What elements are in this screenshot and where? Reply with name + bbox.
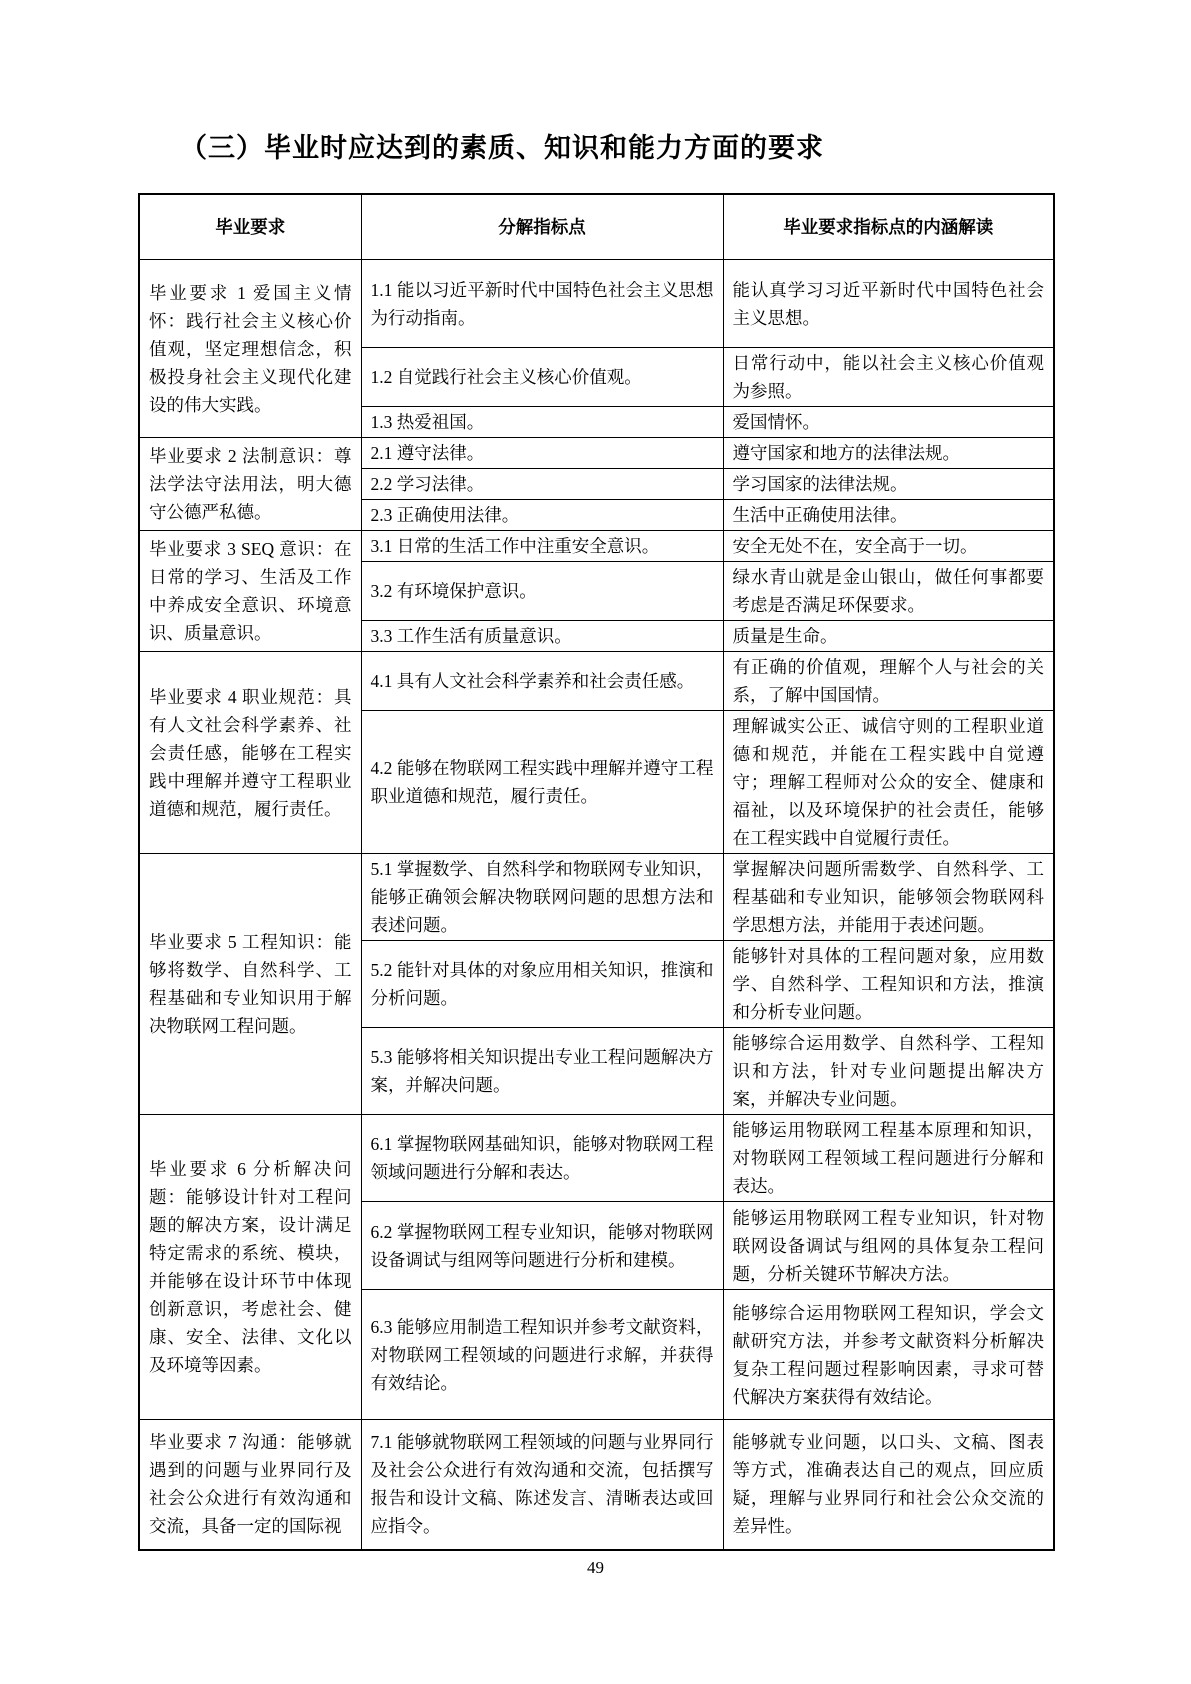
interpretation-cell: 生活中正确使用法律。	[723, 500, 1054, 531]
interpretation-cell: 爱国情怀。	[723, 407, 1054, 438]
indicator-point-cell: 6.1 掌握物联网基础知识，能够对物联网工程领域问题进行分解和表达。	[361, 1115, 723, 1202]
interpretation-cell: 学习国家的法律法规。	[723, 469, 1054, 500]
interpretation-cell: 掌握解决问题所需数学、自然科学、工程基础和专业知识，能够领会物联网科学思想方法，并能用于表述问题。	[723, 854, 1054, 941]
interpretation-cell: 绿水青山就是金山银山，做任何事都要考虑是否满足环保要求。	[723, 562, 1054, 621]
interpretation-cell: 理解诚实公正、诚信守则的工程职业道德和规范，并能在工程实践中自觉遵守；理解工程师对公众的安全、健康和福祉，以及环境保护的社会责任，能够在工程实践中自觉履行责任。	[723, 711, 1054, 854]
interpretation-cell: 有正确的价值观，理解个人与社会的关系，了解中国国情。	[723, 652, 1054, 711]
requirement-cell: 毕业要求 6 分析解决问题：能够设计针对工程问题的解决方案，设计满足特定需求的系统、模块，并能够在设计环节中体现创新意识，考虑社会、健康、安全、法律、文化以及环境等因素。	[139, 1115, 361, 1420]
indicator-point-cell: 3.3 工作生活有质量意识。	[361, 621, 723, 652]
interpretation-cell: 能够运用物联网工程基本原理和知识，对物联网工程领域工程问题进行分解和表达。	[723, 1115, 1054, 1202]
indicator-point-cell: 5.2 能针对具体的对象应用相关知识，推演和分析问题。	[361, 941, 723, 1028]
table-row	[139, 531, 1054, 562]
requirement-cell: 毕业要求 2 法制意识：尊法学法守法用法，明大德守公德严私德。	[139, 438, 361, 531]
indicator-point-cell: 1.2 自觉践行社会主义核心价值观。	[361, 348, 723, 407]
requirement-cell: 毕业要求 5 工程知识：能够将数学、自然科学、工程基础和专业知识用于解决物联网工程问题。	[139, 854, 361, 1115]
indicator-point-cell: 5.1 掌握数学、自然科学和物联网专业知识，能够正确领会解决物联网问题的思想方法和表述问题。	[361, 854, 723, 941]
indicator-point-cell: 6.2 掌握物联网工程专业知识，能够对物联网设备调试与组网等问题进行分析和建模。	[361, 1202, 723, 1290]
table-row	[139, 854, 1054, 941]
indicator-point-cell: 6.3 能够应用制造工程知识并参考文献资料，对物联网工程领域的问题进行求解，并获得有效结论。	[361, 1290, 723, 1420]
interpretation-cell: 安全无处不在，安全高于一切。	[723, 531, 1054, 562]
table-row	[139, 260, 1054, 348]
indicator-point-cell: 3.1 日常的生活工作中注重安全意识。	[361, 531, 723, 562]
column-header-requirement: 毕业要求	[139, 194, 361, 260]
column-header-interpretation: 毕业要求指标点的内涵解读	[723, 194, 1054, 260]
table-row	[139, 438, 1054, 469]
table-row	[139, 1420, 1054, 1550]
interpretation-cell: 能够综合运用物联网工程知识，学会文献研究方法，并参考文献资料分析解决复杂工程问题过程影响因素，寻求可替代解决方案获得有效结论。	[723, 1290, 1054, 1420]
indicator-point-cell: 1.1 能以习近平新时代中国特色社会主义思想为行动指南。	[361, 260, 723, 348]
requirement-cell: 毕业要求 4 职业规范：具有人文社会科学素养、社会责任感，能够在工程实践中理解并遵守工程职业道德和规范，履行责任。	[139, 652, 361, 854]
indicator-point-cell: 4.1 具有人文社会科学素养和社会责任感。	[361, 652, 723, 711]
indicator-point-cell: 3.2 有环境保护意识。	[361, 562, 723, 621]
requirement-cell: 毕业要求 3 SEQ 意识：在日常的学习、生活及工作中养成安全意识、环境意识、质量意识。	[139, 531, 361, 652]
requirement-cell: 毕业要求 1 爱国主义情怀：践行社会主义核心价值观，坚定理想信念，积极投身社会主义现代化建设的伟大实践。	[139, 260, 361, 438]
page-number: 49	[587, 1558, 604, 1577]
table-row	[139, 652, 1054, 711]
column-header-indicator: 分解指标点	[361, 194, 723, 260]
requirements-table	[138, 193, 1055, 1551]
interpretation-cell: 能够针对具体的工程问题对象，应用数学、自然科学、工程知识和方法，推演和分析专业问题。	[723, 941, 1054, 1028]
indicator-point-cell: 4.2 能够在物联网工程实践中理解并遵守工程职业道德和规范，履行责任。	[361, 711, 723, 854]
table-header-row	[139, 194, 1054, 260]
table-row	[139, 1115, 1054, 1202]
page-title: （三）毕业时应达到的素质、知识和能力方面的要求	[180, 133, 824, 163]
indicator-point-cell: 2.2 学习法律。	[361, 469, 723, 500]
interpretation-cell: 质量是生命。	[723, 621, 1054, 652]
interpretation-cell: 能够运用物联网工程专业知识，针对物联网设备调试与组网的具体复杂工程问题，分析关键环节解决方法。	[723, 1202, 1054, 1290]
indicator-point-cell: 2.1 遵守法律。	[361, 438, 723, 469]
indicator-point-cell: 1.3 热爱祖国。	[361, 407, 723, 438]
indicator-point-cell: 2.3 正确使用法律。	[361, 500, 723, 531]
indicator-point-cell: 5.3 能够将相关知识提出专业工程问题解决方案，并解决问题。	[361, 1028, 723, 1115]
indicator-point-cell: 7.1 能够就物联网工程领域的问题与业界同行及社会公众进行有效沟通和交流，包括撰写报告和设计文稿、陈述发言、清晰表达或回应指令。	[361, 1420, 723, 1550]
requirement-cell: 毕业要求 7 沟通：能够就遇到的问题与业界同行及社会公众进行有效沟通和交流，具备一定的国际视	[139, 1420, 361, 1550]
interpretation-cell: 能够就专业问题，以口头、文稿、图表等方式，准确表达自己的观点，回应质疑，理解与业界同行和社会公众交流的差异性。	[723, 1420, 1054, 1550]
interpretation-cell: 遵守国家和地方的法律法规。	[723, 438, 1054, 469]
interpretation-cell: 能够综合运用数学、自然科学、工程知识和方法，针对专业问题提出解决方案，并解决专业问题。	[723, 1028, 1054, 1115]
interpretation-cell: 能认真学习习近平新时代中国特色社会主义思想。	[723, 260, 1054, 348]
interpretation-cell: 日常行动中，能以社会主义核心价值观为参照。	[723, 348, 1054, 407]
